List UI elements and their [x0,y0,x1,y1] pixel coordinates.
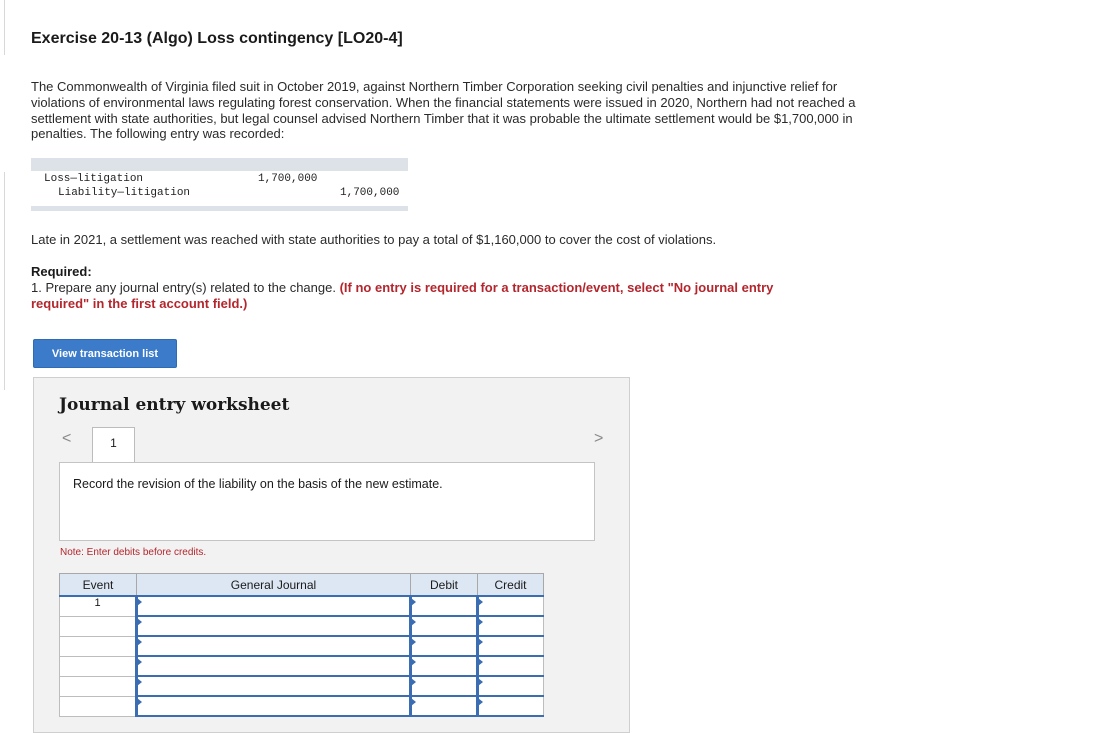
debit-input[interactable] [411,696,478,716]
credit-input[interactable] [478,676,544,696]
entry-debit-account: Loss—litigation [44,173,144,185]
account-select[interactable] [137,636,411,656]
credit-input[interactable] [478,616,544,636]
journal-table [59,573,544,717]
entry-credit-amount: 1,700,000 [340,187,400,199]
credit-input[interactable] [478,656,544,676]
account-select[interactable] [137,656,411,676]
col-general-journal-header: General Journal [137,574,411,597]
worksheet-tab-1[interactable]: 1 [92,427,135,463]
account-select[interactable] [137,596,411,616]
required-label: Required: [31,264,92,279]
worksheet-description-box [59,462,595,541]
exercise-title: Exercise 20-13 (Algo) Loss contingency [LO20-4] [31,30,403,47]
entry-credit-account: Liability—litigation [58,187,191,199]
required-text: 1. Prepare any journal entry(s) related to the change. [31,280,336,295]
table-row [60,596,544,616]
entry-bottom-bar [31,206,408,211]
table-row [60,656,544,676]
debit-input[interactable] [411,616,478,636]
debit-input[interactable] [411,636,478,656]
left-edge-divider [0,172,5,390]
table-row [60,676,544,696]
account-select[interactable] [137,616,411,636]
col-credit-header: Credit [478,574,544,597]
recorded-entry [31,158,408,211]
account-select[interactable] [137,676,411,696]
event-cell [60,656,137,676]
required-note: (If no entry is required for a transaction/event, select "No journal entry required" in the first account field.) [31,280,774,311]
table-row [60,636,544,656]
col-debit-header: Debit [411,574,478,597]
chevron-left-icon[interactable]: < [62,430,72,447]
event-cell [60,696,137,716]
debit-input[interactable] [411,656,478,676]
event-cell [60,616,137,636]
event-cell: 1 [60,596,137,616]
debit-input[interactable] [411,596,478,616]
journal-header-row [60,574,544,597]
col-event-header: Event [60,574,137,597]
worksheet-description: Record the revision of the liability on the basis of the new estimate. [73,477,443,491]
table-row [60,696,544,716]
event-cell [60,676,137,696]
credit-input[interactable] [478,696,544,716]
credit-input[interactable] [478,636,544,656]
account-select[interactable] [137,696,411,716]
credit-input[interactable] [478,596,544,616]
debits-note: Note: Enter debits before credits. [60,547,207,558]
exercise-intro: The Commonwealth of Virginia filed suit in October 2019, against Northern Timber Corporation seeking civil penalties and injunctive relief for violations of environmental laws regulating forest conservation. When the financial statements were issued in 2020, Northern had not reached a settlement with state authorities, but legal counsel advised Northern Timber that it was probable the ultimate settlement would be $1,700,000 in penalties. The following entry was recorded: [31,79,856,142]
debit-input[interactable] [411,676,478,696]
left-edge [0,0,6,731]
entry-debit-amount: 1,700,000 [258,173,318,185]
required-instructions [31,280,831,312]
worksheet-title: Journal entry worksheet [59,395,290,415]
chevron-right-icon[interactable]: > [594,430,604,447]
entry-top-bar [31,158,408,171]
left-edge-divider [0,0,5,55]
view-transaction-list-button[interactable]: View transaction list [33,339,177,368]
settlement-text: Late in 2021, a settlement was reached with state authorities to pay a total of $1,160,000 to cover the cost of violations. [31,232,717,247]
table-row [60,616,544,636]
event-cell [60,636,137,656]
